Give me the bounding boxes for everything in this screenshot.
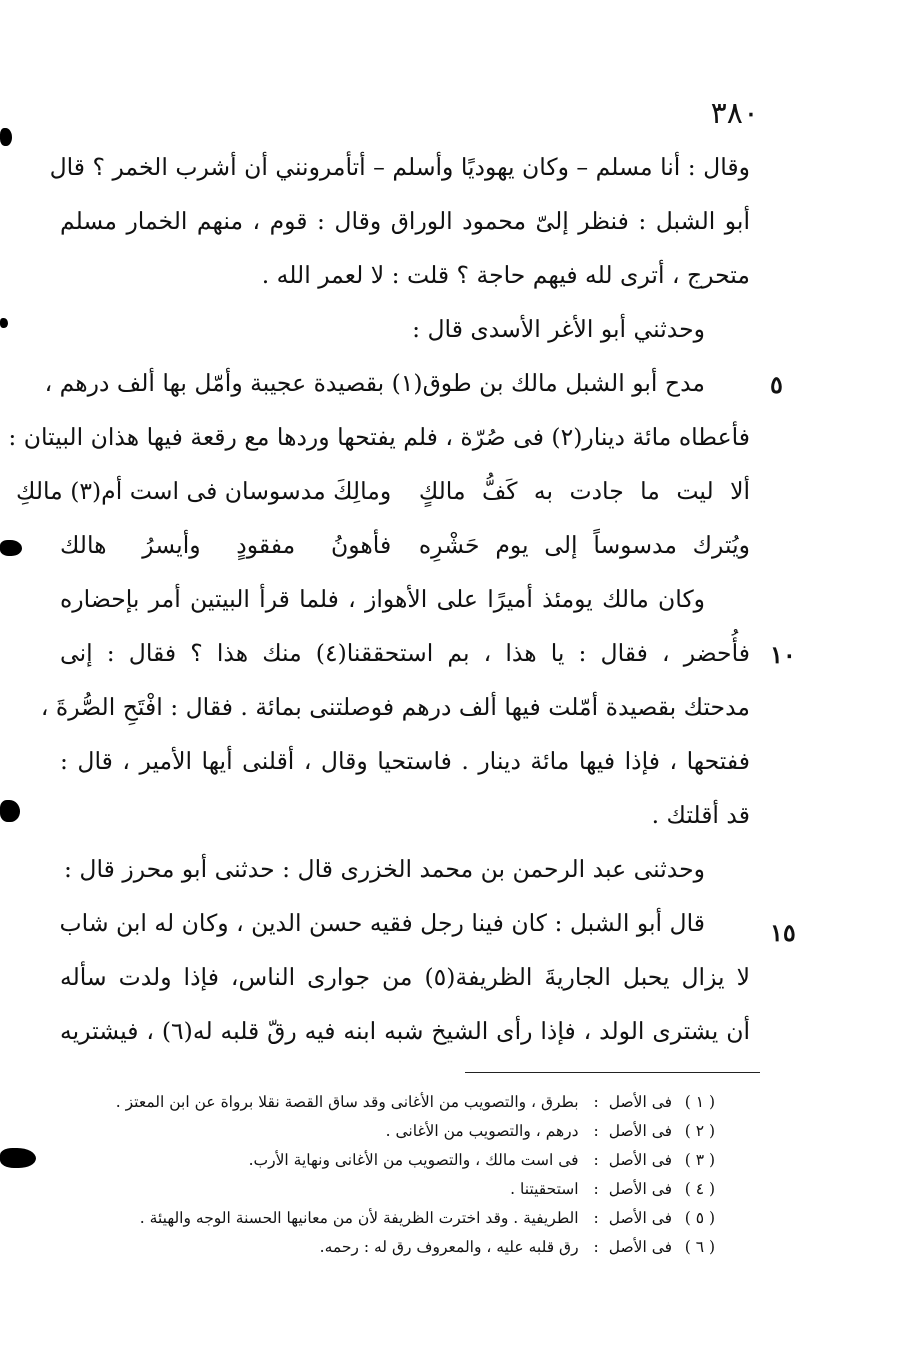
text-line: وحدثني أبو الأغر الأسدى قال : [412, 315, 705, 343]
verse-hemistich: ومالِكَ مدسوسان فى است أم(٣) مالكِ [16, 477, 392, 505]
text-line: لا يزال يحبل الجاريةَ الظريفة(٥) من جوارى الناس، فإذا ولدت سأله [60, 963, 750, 991]
verse-line [60, 518, 750, 572]
footnote-source: فى الأصل [608, 1093, 673, 1111]
footnote-text: درهم ، والتصويب من الأغانى . [385, 1122, 579, 1140]
footnote-text: رق قلبه عليه ، والمعروف رق له : رحمه. [319, 1238, 579, 1256]
text-line: أن يشترى الولد ، فإذا رأى الشيخ شبه ابنه فيه رقّ قلبه له(٦) ، فيشتريه [60, 1017, 750, 1045]
scan-blot [0, 318, 8, 328]
footnote-number: ( ٥ ) [684, 1209, 715, 1227]
footnote: ( ٢ ) فى الأصل: درهم ، والتصويب من الأغانى . [95, 1117, 715, 1146]
line-number-5: ٥ [770, 370, 783, 399]
footnote-source: فى الأصل [608, 1151, 673, 1169]
footnote-text: فى است مالك ، والتصويب من الأغانى ونهاية الأرب. [248, 1151, 579, 1169]
footnote: ( ٤ ) فى الأصل: استحقيتنا . [95, 1175, 715, 1204]
main-text [8, 140, 750, 1058]
text-line: فأعطاه مائة دينار(٢) فى صُرّة ، فلم يفتحها وردها مع رقعة فيها هذان البيتان : [8, 423, 750, 451]
footnote-number: ( ١ ) [684, 1093, 715, 1111]
footnotes [95, 1088, 715, 1262]
text-line: أبو الشبل : فنظر إلىّ محمود الوراق وقال : قوم ، منهم الخمار مسلم [60, 207, 750, 235]
footnote-number: ( ٤ ) [684, 1180, 715, 1198]
text-line: وحدثنى عبد الرحمن بن محمد الخزرى قال : حدثنى أبو محرز قال : [64, 855, 705, 883]
footnote-source: فى الأصل [608, 1209, 673, 1227]
footnote-source: فى الأصل [608, 1122, 673, 1140]
footnote-text: الطريفية . وقد اخترت الظريفة لأن من معانيها الحسنة الوجه والهيئة . [139, 1209, 579, 1227]
footnote-number: ( ٦ ) [684, 1238, 715, 1256]
scan-blot [0, 1148, 36, 1168]
line-number-15: ١٥ [770, 918, 796, 947]
footnote-text: بطرق ، والتصويب من الأغانى وقد ساق القصة نقلا برواة عن ابن المعتز . [115, 1093, 579, 1111]
text-line: قد أقلتك . [651, 801, 750, 829]
verse-hemistich: فأهونُ مفقودٍ وأيسرُ هالك [60, 531, 392, 559]
footnote: ( ٦ ) فى الأصل: رق قلبه عليه ، والمعروف رق له : رحمه. [95, 1233, 715, 1262]
text-line: وقال : أنا مسلم – وكان يهوديًا وأسلم – أتأمرونني أن أشرب الخمر ؟ قال [49, 153, 750, 181]
footnote-source: فى الأصل [608, 1180, 673, 1198]
footnote: ( ٣ ) فى الأصل: فى است مالك ، والتصويب من الأغانى ونهاية الأرب. [95, 1146, 715, 1175]
footnote: ( ١ ) فى الأصل: بطرق ، والتصويب من الأغانى وقد ساق القصة نقلا برواة عن ابن المعتز . [95, 1088, 715, 1117]
footnote-separator [465, 1072, 760, 1073]
scan-blot [0, 540, 22, 556]
text-line: مدحتك بقصيدة أمّلت فيها ألف درهم فوصلتنى بمائة . فقال : افْتَحِ الصُّرةَ ، [40, 693, 750, 721]
footnote-number: ( ٣ ) [684, 1151, 715, 1169]
footnote-text: استحقيتنا . [510, 1180, 579, 1198]
text-line: متحرج ، أترى لله فيهم حاجة ؟ قلت : لا لعمر الله . [261, 261, 750, 289]
line-number-10: ١٠ [770, 640, 796, 669]
text-line: وكان مالك يومئذ أميرًا على الأهواز ، فلما قرأ البيتين أمر بإحضاره [60, 585, 705, 613]
text-line: فأُحضر ، فقال : يا هذا ، بم استحققنا(٤) منك هذا ؟ فقال : إنى [60, 639, 750, 667]
text-line: ففتحها ، فإذا فيها مائة دينار . فاستحيا وقال ، أقلنى أيها الأمير ، قال : [60, 747, 750, 775]
scan-blot [0, 128, 12, 146]
text-line: قال أبو الشبل : كان فينا رجل فقيه حسن الدين ، وكان له ابن شاب [59, 909, 705, 937]
verse-hemistich: ويُترك مدسوساً إلى يوم حَشْرِه [418, 531, 750, 559]
scan-blot [0, 800, 20, 822]
page-number: ٣٨٠ [710, 96, 759, 131]
footnote-number: ( ٢ ) [684, 1122, 715, 1140]
verse-line [16, 464, 750, 518]
footnote-source: فى الأصل [608, 1238, 673, 1256]
verse-hemistich: ألا ليت ما جادت به كَفُّ مالكٍ [418, 477, 750, 505]
footnote: ( ٥ ) فى الأصل: الطريفية . وقد اخترت الظريفة لأن من معانيها الحسنة الوجه والهيئة . [95, 1204, 715, 1233]
text-line: مدح أبو الشبل مالك بن طوق(١) بقصيدة عجيبة وأمّل بها ألف درهم ، [44, 369, 705, 397]
